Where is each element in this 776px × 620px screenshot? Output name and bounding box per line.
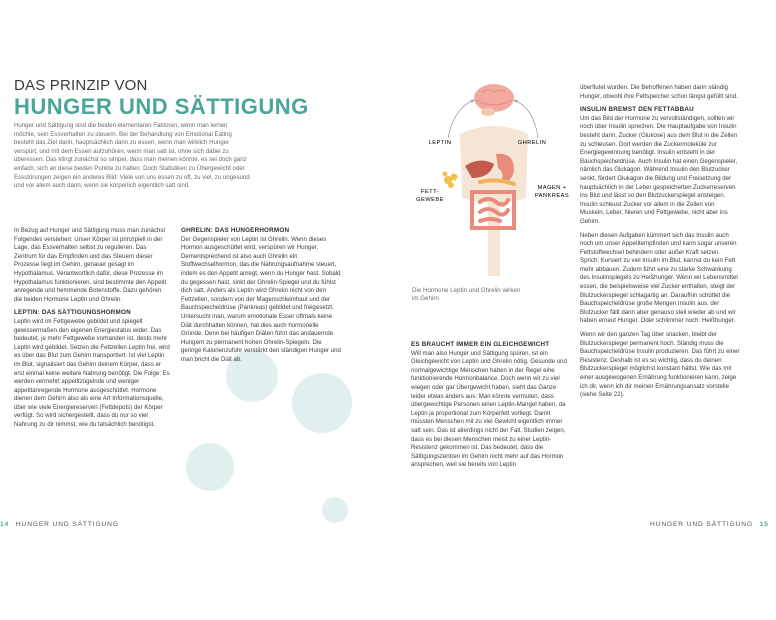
- section-heading-ghrelin: GHRELIN: DAS HUNGERHORMON: [181, 227, 290, 234]
- decorative-bubble: [322, 497, 348, 523]
- section-heading-insulin: INSULIN BREMST DEN FETTABBAU: [580, 106, 694, 114]
- page-title-line1: DAS PRINZIP VON: [14, 77, 148, 94]
- right-column-2: [580, 84, 740, 405]
- fat-tissue-icon: [443, 172, 458, 189]
- footer-left: [0, 521, 119, 528]
- body-paragraph: Leptin wird im Fettgewebe gebildet und spiegelt gewissermaßen den eigenen Energiestatus wider. Das bedeutet, je mehr Fettgewebe vorhanden ist, desto mehr Leptin wird gebildet. Setzen die Fettzellen Leptin frei, wird es über das Blut zum Gehirn transportiert. Ist viel Leptin im Blut, signalisiert das Gehirn deinem Körper, dass er erst einmal keine weitere Nahrung benötigt. Die Folge: Es werden vermehrt appetitzügelnde und weniger appetitanregende Hormone ausgeschüttet. Hormone dienen dem Gehirn also als eine Art Informationsquelle, über wie viele Energiereserven (Fettdepots) der Körper verfügt. So wird sichergestellt, dass du nur so viel Nahrung zu dir nimmst, wie du tatsächlich benötigst.: [14, 317, 170, 429]
- body-paragraph: Will man also Hunger und Sättigung spüren, ist ein Gleichgewicht von Leptin und Ghrelin nötig. Gesunde und normalgewichtige Menschen haben in der Regel eine funktionierende Hormonbalance. Doch wenn wir zu viel wiegen oder gar Übergewicht haben, sieht das Ganze leider etwas anders aus: Man könnte vermuten, dass übergewichtige Personen einen Leptin-Mangel haben, da Leptin ja proportional zum Körperfett vorliegt. Damit müssten Menschen mit zu viel Gewicht eigentlich immer satt sein. Das ist allerdings nicht der Fall. Studien zeigen, dass es bei diesen Menschen meist zu einer Leptin-Resistenz gekommen ist. Das bedeutet, dass die Sättigungszentren im Gehirn nicht mehr auf das Hormon ansprechen, weil sie bereits von Leptin: [411, 349, 567, 469]
- page-number: 15: [759, 521, 769, 528]
- body-paragraph: Der Gegenspieler von Leptin ist Ghrelin. Wenn dieses Hormon ausgeschüttet wird, verspüren wir Hunger. Dementsprechend ist also auch Ghrelin ein Stoffwechselhormon, das die Nahrungsaufnahme steuert, indem es den Appetit anregt, wenn du Hunger hast. Sobald du gegessen hast, sinkt der Ghrelin-Spiegel und du fühlst dich satt. Anders als Leptin wird Ghrelin nicht von den Fettzellen, sondern von der Magenschleimhaut und der Bauchspeicheldrüse (Pankreas) gebildet und freigesetzt. Untersucht man, warum emotionale Esser oftmals keine Diät durchhalten können, hat dies auch hormonelle Gründe. Denn bei häufigen Diäten führt das andauernde Hungern zu permanent hohen Ghrelin-Spiegeln. Die geringe Kalorienzufuhr verstärkt den ständigen Hunger und man bricht die Diät ab.: [181, 235, 341, 363]
- decorative-bubble: [186, 443, 234, 491]
- left-column-1: [14, 227, 170, 435]
- left-column-2: [181, 227, 341, 370]
- stomach-label-2: PANKREAS: [534, 193, 570, 199]
- body-paragraph: überflutet wurden. Die Betroffenen haben dann ständig Hunger, obwohl ihre Fettspeicher schon längst gefüllt sind.: [580, 84, 738, 100]
- ghrelin-label: GHRELIN: [517, 140, 547, 146]
- brain-icon: [474, 84, 514, 116]
- body-paragraph: Neben diesen Aufgaben kümmert sich das Insulin auch noch um unser Appetitempfinden und kann sogar unseren Fettstoffwechsel behindern oder außer Kraft setzen. Sprich: Kursiert zu viel Insulin im Blut, kannst du kein Fett mehr abbauen. Zudem führt eine zu starke Schwankung des Insulinspiegels zu Heißhunger. Wenn wir Lebensmittel essen, die beispielsweise viel Zucker enthalten, steigt der Blutzuckerspiegel schlagartig an. Daraufhin schüttet die Bauchspeicheldrüse große Mengen Insulin aus, der Blutzucker fällt dann aber genauso steil wieder ab und wir haben erneut Hunger. Oder schlimmer noch: Heißhunger.: [580, 231, 738, 325]
- section-heading-leptin: LEPTIN: DAS SÄTTIGUNGSHORMON: [14, 309, 131, 317]
- section-heading-balance: ES BRAUCHT IMMER EIN GLEICHGEWICHT: [411, 341, 550, 348]
- hormone-diagram: [410, 78, 575, 283]
- body-paragraph: Wenn wir den ganzen Tag über snacken, bleibt der Blutzuckerspiegel permanent hoch. Ständig muss die Bauchspeicheldrüse Insulin produzieren: Das führt zu einer Resistenz. Deshalb ist es so wichtig, dass du deinen Blutzuckerspiegel möglichst konstant hältst. Wie das mit einer ausgewogenen Ernährung funktionieren kann, zeige ich dir, wenn ich dir meinen Ernährungsansatz vorstelle (siehe Seite 22).: [580, 331, 740, 399]
- decorative-bubble: [292, 373, 352, 433]
- leptin-label: LEPTIN: [428, 140, 452, 146]
- footer-right: [650, 521, 769, 528]
- diagram-caption: Die Hormone Leptin und Ghrelin wirken im Gehirn: [412, 287, 521, 303]
- page-title-line2: HUNGER UND SÄTTIGUNG: [14, 94, 309, 119]
- fat-tissue-label-1: FETT-: [420, 189, 440, 195]
- footer-title: HUNGER UND SÄTTIGUNG: [15, 521, 119, 528]
- body-paragraph: Um das Bild der Hormone zu vervollständigen, sollten wir noch über Insulin sprechen. Die Hauptaufgabe von Insulin besteht darin, Zucker (Glukose) aus dem Blut in die Zellen zu schleusen. Dort werden die Zuckermoleküle zur Energiegewinnung benötigt. Insulin entsteht in der Bauchspeicheldrüse. Auch Insulin hat einen Gegenspieler, nämlich das Glukagon. Während Insulin den Blutzucker senkt, fördert Glukagon die Bildung und Freisetzung der hauptsächlich in der Leber gespeicherten Zuckerreserven ins Blut und lässt so den Blutzuckerspiegel ansteigen. Insulin schleust Zucker vor allem in die Zellen von Muskeln, Leber, Nieren und Fettgewebe, nicht aber ins Gehirn.: [580, 114, 738, 225]
- page-number: 14: [0, 521, 10, 528]
- stomach-label-1: MAGEN +: [537, 185, 567, 191]
- footer-title: HUNGER UND SÄTTIGUNG: [650, 521, 753, 528]
- body-paragraph: In Bezug auf Hunger und Sättigung muss man zunächst Folgendes verstehen: Unser Körper ist prinzipiell in der Lage, das Essverhalten selbst zu regulieren. Das Zentrum für das Empfinden und das Steuern dieser Prozesse liegt im Gehirn, genauer gesagt im Hypothalamus. Verantwortlich dafür, diese Prozesse im Hypothalamus funktionieren, sind bestimmte den Appetit anregende und hemmende Botenstoffe. Dazu gehören die beiden Hormone Leptin und Ghrelin.: [14, 227, 167, 303]
- fat-tissue-label-2: GEWEBE: [416, 197, 444, 203]
- intro-paragraph: Hunger und Sättigung sind die beiden elementaren Faktoren, wenn man lernen möchte, sein Essverhalten zu steuern. Bei der Behandlung von Emotional Eating besteht das Ziel darin, hauptsächlich dann zu essen, wenn man wirklich Hunger verspürt, und mit dem Essen aufzuhören, wenn man satt ist, ohne sich dabei zu überessen. Das klingt zunächst so simpel, dass man meinen könnte, es sei doch ganz einfach, sich an diese beiden Punkte zu halten. Doch Statistiken zu Übergewicht oder Essstörungen zeigen ein anderes Bild: Viele von uns essen zu oft, zu viel, zu ungesund und vor allem auch dann, wenn sie körperlich eigentlich satt sind.: [14, 122, 250, 190]
- right-column-1: [411, 341, 567, 475]
